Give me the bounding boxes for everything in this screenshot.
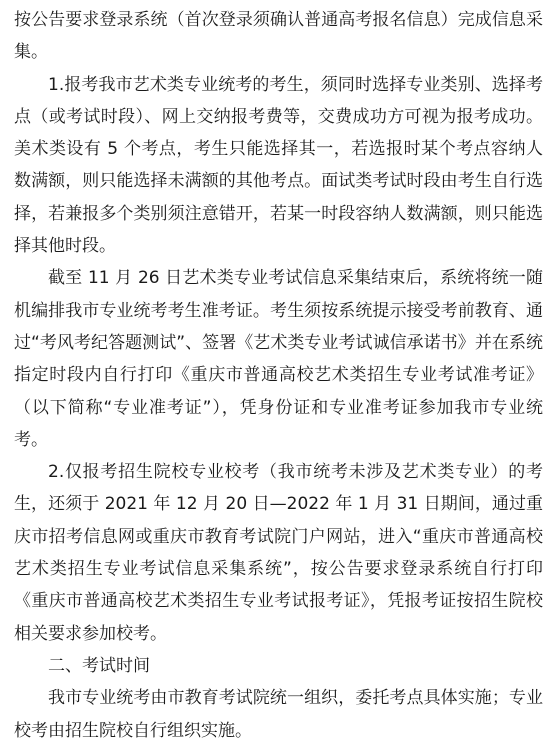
paragraph-admission-ticket: 截至 11 月 26 日艺术类专业考试信息采集结束后，系统将统一随机编排我市专业统考考生准考证。考生须按系统提示接受考前教育、通过“考风考纪答题测试”、签署《艺术类专业考试诚信承诺书》并在系统指定时段内自行打印《重庆市普通高校艺术类招生专业考试准考证》（以下简称“专业准考证”），凭身份证和专业准考证参加我市专业统考。 [14, 268, 543, 450]
paragraph-art-unified-exam: 1.报考我市艺术类专业统考的考生，须同时选择专业类别、选择考点（或考试时段）、网上交纳报考费等，交费成功方可视为报考成功。美术类设有 5 个考点，考生只能选择其一，若选报时某个考点容纳人数满额，则只能选择未满额的其他考点。面试类考试时段由考生自行选择，若兼报多个类别须注意错开，若某一时段容纳人数满额，则只能选择其他时段。 [14, 74, 543, 257]
section-heading-exam-time: 二、考试时间 [48, 655, 150, 676]
paragraph-info-collection: 按公告要求登录系统（首次登录须确认普通高考报名信息）完成信息采集。 [14, 10, 543, 63]
paragraph-exam-organization: 我市专业统考由市教育考试院统一组织，委托考点具体实施；专业校考由招生院校自行组织实施。 [14, 688, 543, 741]
paragraph-school-exam: 2.仅报考招生院校专业校考（我市统考未涉及艺术类专业）的考生，还须于 2021 年 12 月 20 日—2022 年 1 月 31 日期间，通过重庆市招考信息网或重庆市教育考试院门户网站，进入“重庆市普通高校艺术类招生专业考试信息采集系统”，按公告要求登录系统自行打印《重庆市普通高校艺术类招生专业考试报考证》，凭报考证按招生院校相关要求参加校考。 [14, 462, 543, 644]
